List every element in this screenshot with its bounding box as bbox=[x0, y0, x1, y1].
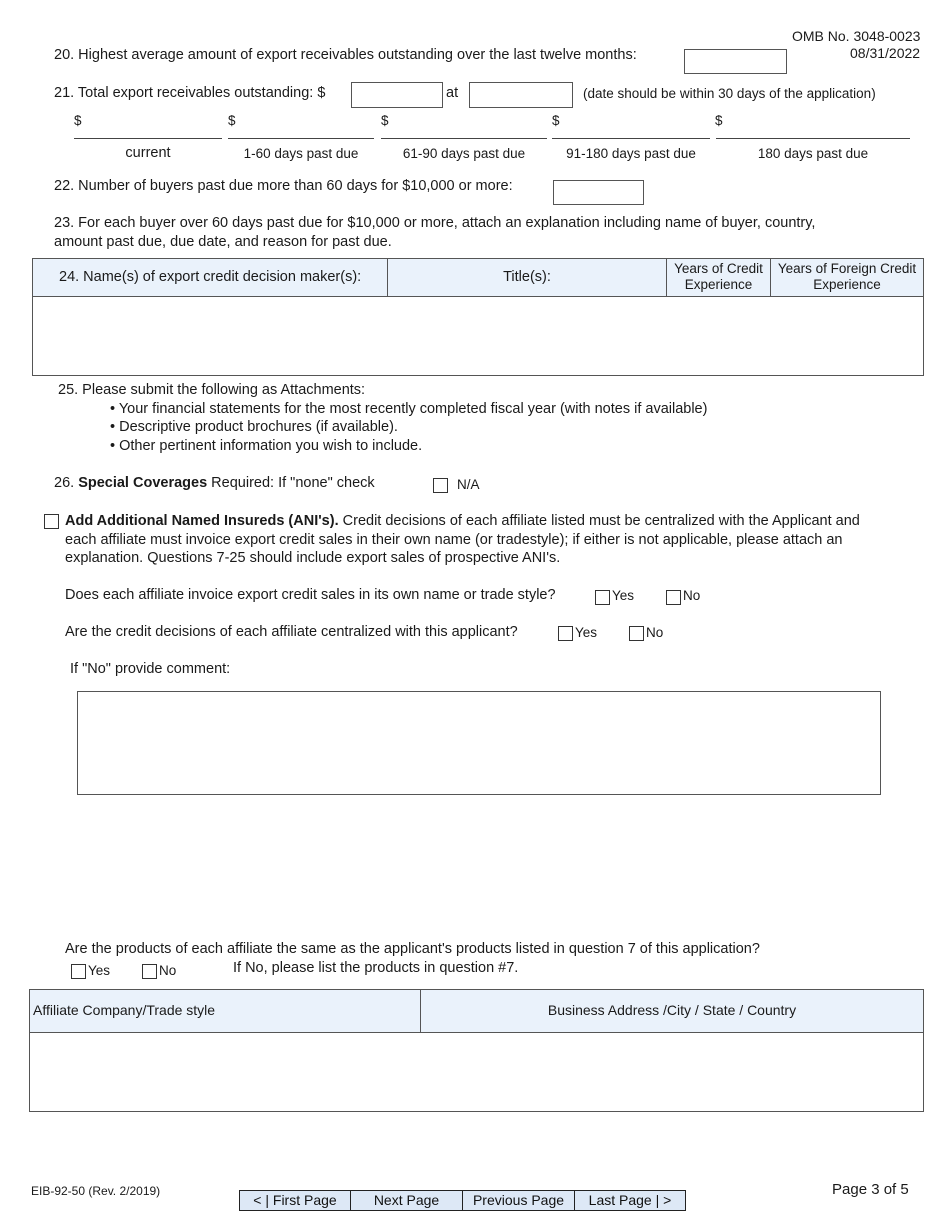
ani-products-no-checkbox[interactable] bbox=[142, 964, 157, 979]
omb-expiration-date: 08/31/2022 bbox=[850, 45, 921, 61]
ani-products-no-label: No bbox=[159, 963, 177, 978]
aging-1-60-dollar: $ bbox=[228, 113, 236, 128]
q24-header-foreign-years bbox=[770, 258, 924, 297]
ani-centralized-no-label: No bbox=[646, 625, 664, 640]
last-page-button[interactable]: Last Page | > bbox=[574, 1190, 686, 1211]
aging-current-field[interactable] bbox=[74, 138, 222, 139]
q25-label: 25. Please submit the following as Attachments: bbox=[58, 382, 366, 398]
ani-line2: each affiliate must invoice export credit sales in their own name (or tradestyle); if either is not applicable, please attach an bbox=[65, 532, 843, 548]
ani-line1-text: Credit decisions of each affiliate listed must be centralized with the Applicant and bbox=[338, 513, 860, 529]
affiliates-header-address-text: Business Address /City / State / Country bbox=[547, 1002, 797, 1018]
affiliates-entry-area[interactable] bbox=[29, 1032, 924, 1112]
next-page-button[interactable]: Next Page bbox=[350, 1190, 463, 1211]
ani-products-question: Are the products of each affiliate the same as the applicant's products listed in question 7 of this application? bbox=[65, 941, 760, 957]
q24-header-credit-line1: Years of Credit bbox=[674, 261, 763, 276]
q20-amount-field[interactable] bbox=[684, 49, 787, 74]
ani-invoice-yes-label: Yes bbox=[612, 588, 635, 603]
ani-invoice-no-checkbox[interactable] bbox=[666, 590, 681, 605]
aging-current-dollar: $ bbox=[74, 113, 82, 128]
first-page-button[interactable]: < | First Page bbox=[239, 1190, 351, 1211]
q26-na-label: N/A bbox=[457, 477, 480, 492]
q25-item-financials: • Your financial statements for the most recently completed fiscal year (with notes if available) bbox=[110, 401, 708, 417]
q21-at-label: at bbox=[446, 85, 459, 101]
q24-header-credit-years-text bbox=[667, 261, 770, 293]
q21-date-field[interactable] bbox=[469, 82, 573, 108]
ani-centralized-question: Are the credit decisions of each affiliate centralized with this applicant? bbox=[65, 624, 518, 640]
ani-line3: explanation. Questions 7-25 should include export sales of prospective ANI's. bbox=[65, 550, 561, 566]
affiliates-header-company-text: Affiliate Company/Trade style bbox=[33, 1002, 216, 1018]
page-indicator: Page 3 of 5 bbox=[832, 1181, 909, 1198]
q25-item-other: • Other pertinent information you wish to include. bbox=[110, 438, 423, 454]
aging-1-60-label: 1-60 days past due bbox=[243, 146, 359, 161]
aging-61-90-dollar: $ bbox=[381, 113, 389, 128]
q23-line1: 23. For each buyer over 60 days past due for $10,000 or more, attach an explanation including name of buyer, country, bbox=[54, 215, 816, 231]
ani-invoice-no-label: No bbox=[683, 588, 701, 603]
aging-91-180-dollar: $ bbox=[552, 113, 560, 128]
ani-centralized-yes-label: Yes bbox=[575, 625, 598, 640]
aging-61-90-field[interactable] bbox=[381, 138, 547, 139]
aging-91-180-label: 91-180 days past due bbox=[566, 146, 696, 161]
q21-date-note: (date should be within 30 days of the application) bbox=[583, 86, 876, 101]
ani-centralized-no-checkbox[interactable] bbox=[629, 626, 644, 641]
aging-180-field[interactable] bbox=[716, 138, 910, 139]
ani-products-yes-label: Yes bbox=[88, 963, 111, 978]
q23-line2: amount past due, due date, and reason for past due. bbox=[54, 234, 392, 250]
q24-header-foreign-line1: Years of Foreign Credit bbox=[777, 261, 917, 276]
previous-page-button[interactable]: Previous Page bbox=[462, 1190, 575, 1211]
q25-item-brochures: • Descriptive product brochures (if available). bbox=[110, 419, 398, 435]
aging-91-180-field[interactable] bbox=[552, 138, 710, 139]
q21-amount-field[interactable] bbox=[351, 82, 443, 108]
q26-instruction: Required: If "none" check bbox=[207, 475, 375, 491]
q22-count-field[interactable] bbox=[553, 180, 644, 205]
q24-header-foreign-line2: Experience bbox=[813, 277, 881, 292]
ani-products-yes-checkbox[interactable] bbox=[71, 964, 86, 979]
q24-header-title-text: Title(s): bbox=[503, 269, 551, 285]
q26-na-checkbox[interactable] bbox=[433, 478, 448, 493]
q26-number: 26. bbox=[54, 475, 79, 491]
q26-label bbox=[54, 475, 375, 491]
ani-title: Add Additional Named Insureds (ANI's). bbox=[65, 513, 339, 529]
aging-180-dollar: $ bbox=[715, 113, 723, 128]
ani-line1 bbox=[65, 513, 860, 529]
ani-invoice-question: Does each affiliate invoice export credit sales in its own name or trade style? bbox=[65, 587, 556, 603]
form-id: EIB-92-50 (Rev. 2/2019) bbox=[31, 1184, 161, 1198]
q24-header-credit-years bbox=[666, 258, 771, 297]
aging-61-90-label: 61-90 days past due bbox=[402, 146, 526, 161]
q24-header-name bbox=[32, 258, 388, 297]
ani-invoice-yes-checkbox[interactable] bbox=[595, 590, 610, 605]
q20-label: 20. Highest average amount of export receivables outstanding over the last twelve months: bbox=[54, 47, 637, 63]
ani-checkbox[interactable] bbox=[44, 514, 59, 529]
aging-current-label: current bbox=[125, 145, 171, 161]
ani-centralized-yes-checkbox[interactable] bbox=[558, 626, 573, 641]
ani-comment-label: If "No" provide comment: bbox=[70, 661, 231, 677]
affiliates-header-address bbox=[420, 989, 924, 1033]
ani-products-note: If No, please list the products in question #7. bbox=[233, 960, 519, 976]
q22-label: 22. Number of buyers past due more than 60 days for $10,000 or more: bbox=[54, 178, 513, 194]
ani-comment-field[interactable] bbox=[77, 691, 881, 795]
q21-label: 21. Total export receivables outstanding: $ bbox=[54, 85, 326, 101]
q24-header-credit-line2: Experience bbox=[684, 277, 753, 292]
q24-header-title bbox=[387, 258, 667, 297]
q24-entry-area[interactable] bbox=[32, 296, 924, 376]
omb-number: OMB No. 3048-0023 bbox=[792, 28, 921, 44]
q26-special-coverages: Special Coverages bbox=[78, 475, 208, 491]
aging-180-label: 180 days past due bbox=[757, 146, 869, 161]
affiliates-header-company bbox=[29, 989, 421, 1033]
aging-1-60-field[interactable] bbox=[228, 138, 374, 139]
q24-header-name-text: 24. Name(s) of export credit decision maker(s): bbox=[59, 269, 362, 285]
q24-header-foreign-years-text bbox=[771, 261, 923, 293]
